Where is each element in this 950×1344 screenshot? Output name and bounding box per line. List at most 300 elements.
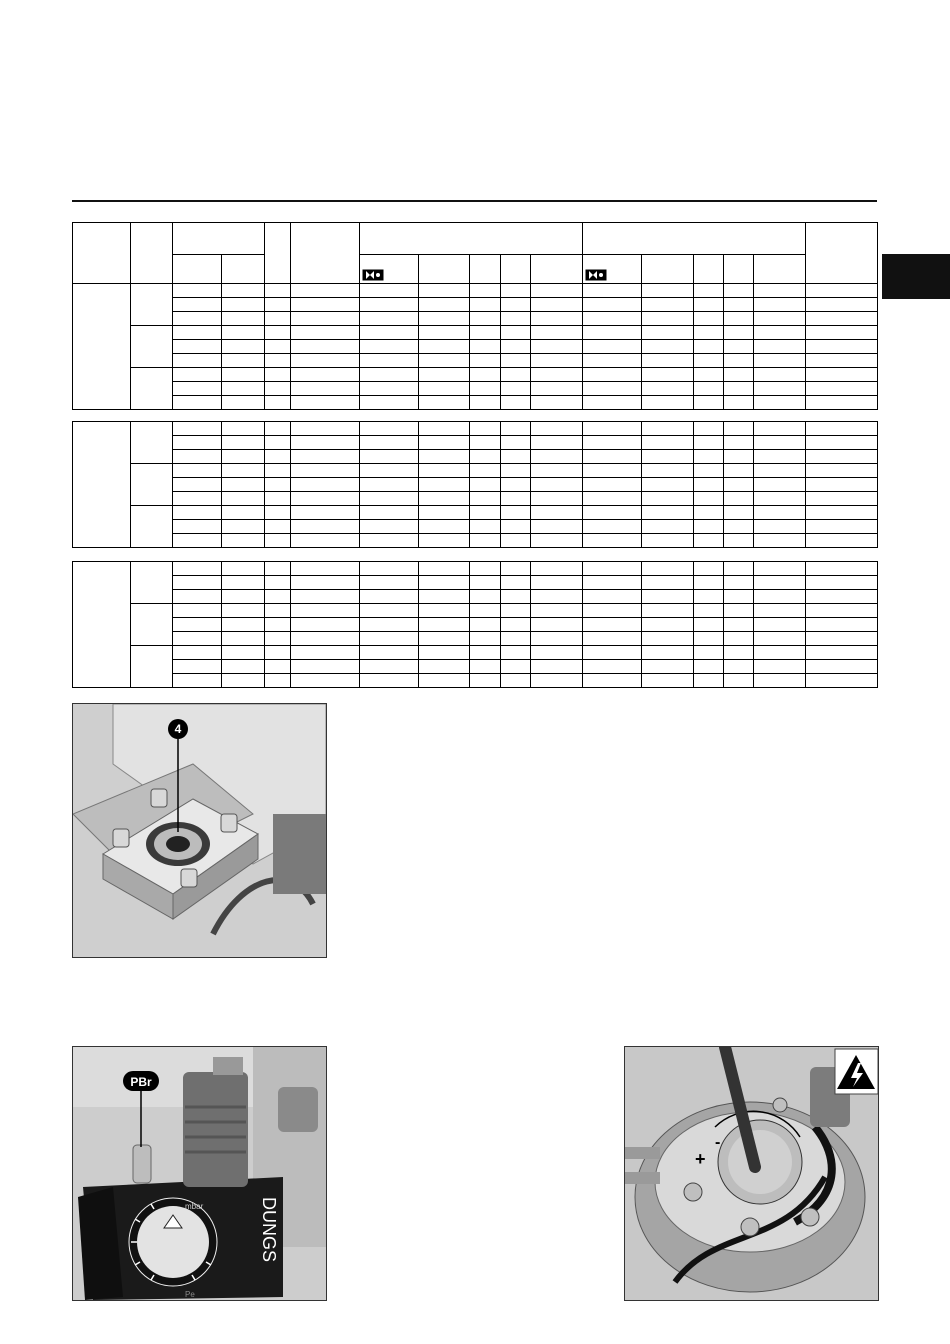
table-cell: [222, 298, 265, 312]
header-cell: [724, 254, 754, 283]
table-cell: [724, 422, 754, 436]
figure-valve-flange: [72, 703, 327, 958]
table-cell: [265, 382, 291, 396]
table-cell: [470, 618, 501, 632]
table-cell: [754, 368, 806, 382]
table-cell: [291, 590, 360, 604]
table-cell: [754, 312, 806, 326]
table-row: [73, 492, 878, 506]
table-cell: [265, 604, 291, 618]
table-cell: [291, 298, 360, 312]
table-cell: [642, 340, 694, 354]
table-cell: [360, 520, 419, 534]
table-row: [73, 284, 878, 298]
table-cell: [642, 464, 694, 478]
subgroup-cell: [131, 464, 173, 506]
table-cell: [470, 520, 501, 534]
table-cell: [360, 590, 419, 604]
table-row: [73, 478, 878, 492]
table-cell: [173, 660, 222, 674]
table-cell: [265, 632, 291, 646]
unit-label: mbar: [185, 1202, 204, 1211]
table-cell: [806, 660, 878, 674]
table-cell: [642, 368, 694, 382]
table-cell: [265, 618, 291, 632]
table-cell: [222, 312, 265, 326]
table-cell: [806, 422, 878, 436]
table-cell: [173, 326, 222, 340]
table-cell: [806, 646, 878, 660]
table-cell: [806, 534, 878, 548]
table-cell: [470, 590, 501, 604]
table-row: [73, 604, 878, 618]
table-cell: [470, 368, 501, 382]
table-cell: [724, 632, 754, 646]
table-cell: [173, 520, 222, 534]
table-row: [73, 646, 878, 660]
table-cell: [583, 492, 642, 506]
header-cell: [583, 223, 806, 255]
table-cell: [806, 632, 878, 646]
table-cell: [501, 298, 531, 312]
table-cell: [724, 478, 754, 492]
table-row: [73, 450, 878, 464]
valve-symbol-icon: [585, 269, 607, 281]
table-cell: [360, 298, 419, 312]
table-cell: [173, 284, 222, 298]
table-cell: [694, 534, 724, 548]
table-cell: [173, 422, 222, 436]
table-cell: [694, 604, 724, 618]
table-cell: [724, 436, 754, 450]
table-cell: [470, 604, 501, 618]
table-row: [73, 396, 878, 410]
table-cell: [724, 576, 754, 590]
table-cell: [583, 618, 642, 632]
table-cell: [583, 674, 642, 688]
table-cell: [531, 646, 583, 660]
table-cell: [754, 646, 806, 660]
settings-table-1: [72, 222, 878, 410]
table-cell: [501, 506, 531, 520]
table-cell: [694, 354, 724, 368]
table-cell: [694, 646, 724, 660]
table-cell: [173, 478, 222, 492]
table-cell: [806, 520, 878, 534]
table-cell: [531, 604, 583, 618]
table-cell: [806, 284, 878, 298]
table-cell: [501, 534, 531, 548]
table-cell: [583, 464, 642, 478]
table-cell: [173, 396, 222, 410]
table-cell: [501, 576, 531, 590]
table-cell: [360, 576, 419, 590]
table-cell: [694, 436, 724, 450]
table-cell: [694, 382, 724, 396]
table-cell: [583, 506, 642, 520]
subgroup-cell: [131, 646, 173, 688]
table-cell: [642, 534, 694, 548]
table-cell: [419, 520, 470, 534]
table-cell: [291, 604, 360, 618]
table-cell: [360, 632, 419, 646]
table-cell: [583, 396, 642, 410]
table-cell: [694, 576, 724, 590]
table-cell: [724, 604, 754, 618]
table-cell: [265, 298, 291, 312]
header-cell: [806, 223, 878, 284]
table-row: [73, 590, 878, 604]
table-cell: [531, 492, 583, 506]
table-cell: [501, 520, 531, 534]
group-cell: [73, 284, 131, 410]
table-cell: [694, 368, 724, 382]
table-cell: [291, 354, 360, 368]
table-cell: [501, 492, 531, 506]
table-cell: [642, 312, 694, 326]
table-cell: [265, 464, 291, 478]
subgroup-cell: [131, 326, 173, 368]
table-cell: [531, 284, 583, 298]
table-cell: [724, 618, 754, 632]
settings-table-2: [72, 421, 878, 548]
table-cell: [754, 298, 806, 312]
table-cell: [501, 562, 531, 576]
table-cell: [173, 506, 222, 520]
table-cell: [222, 520, 265, 534]
table-cell: [173, 534, 222, 548]
table-cell: [419, 646, 470, 660]
table-cell: [694, 478, 724, 492]
table-cell: [806, 396, 878, 410]
table-cell: [806, 604, 878, 618]
table-cell: [806, 450, 878, 464]
table-cell: [754, 576, 806, 590]
header-cell: [173, 223, 265, 255]
table-row: [73, 464, 878, 478]
table-cell: [291, 576, 360, 590]
table-cell: [360, 312, 419, 326]
table-cell: [265, 646, 291, 660]
table-row: [73, 436, 878, 450]
table-cell: [173, 368, 222, 382]
table-cell: [583, 450, 642, 464]
table-cell: [291, 632, 360, 646]
table-cell: [642, 492, 694, 506]
group-cell: [73, 562, 131, 688]
table-cell: [694, 520, 724, 534]
table-cell: [470, 312, 501, 326]
table-cell: [265, 396, 291, 410]
table-cell: [360, 436, 419, 450]
table-cell: [754, 464, 806, 478]
table-cell: [583, 590, 642, 604]
table-cell: [291, 646, 360, 660]
table-cell: [501, 382, 531, 396]
table-cell: [642, 590, 694, 604]
table-cell: [724, 368, 754, 382]
table-cell: [531, 396, 583, 410]
table-cell: [470, 464, 501, 478]
table-cell: [724, 646, 754, 660]
table-cell: [173, 436, 222, 450]
table-cell: [173, 646, 222, 660]
table-cell: [806, 492, 878, 506]
subgroup-cell: [131, 368, 173, 410]
table-cell: [806, 312, 878, 326]
table-cell: [222, 464, 265, 478]
table-cell: [583, 632, 642, 646]
table-cell: [222, 368, 265, 382]
table-row: [73, 520, 878, 534]
table-cell: [173, 298, 222, 312]
table-cell: [419, 422, 470, 436]
table-cell: [291, 534, 360, 548]
table-cell: [470, 576, 501, 590]
table-cell: [583, 604, 642, 618]
table-cell: [222, 382, 265, 396]
header-cell: [419, 254, 470, 283]
table-cell: [806, 590, 878, 604]
table-cell: [694, 464, 724, 478]
table-cell: [724, 396, 754, 410]
table-cell: [222, 674, 265, 688]
table-cell: [806, 382, 878, 396]
callout-4-label: 4: [174, 722, 182, 736]
section-tab-marker: [882, 254, 950, 299]
table-cell: [173, 590, 222, 604]
table-cell: [694, 450, 724, 464]
table-cell: [724, 534, 754, 548]
table-row: [73, 422, 878, 436]
table-cell: [806, 298, 878, 312]
table-cell: [583, 478, 642, 492]
header-cell: [470, 254, 501, 283]
settings-table-3: [72, 561, 878, 688]
table-cell: [360, 284, 419, 298]
table-cell: [470, 436, 501, 450]
table-cell: [694, 506, 724, 520]
table-cell: [419, 478, 470, 492]
table-cell: [642, 674, 694, 688]
table-cell: [642, 520, 694, 534]
table-cell: [470, 632, 501, 646]
table-cell: [642, 576, 694, 590]
table-cell: [470, 382, 501, 396]
table-cell: [501, 450, 531, 464]
table-cell: [222, 646, 265, 660]
header-cell: [360, 254, 419, 283]
group-cell: [73, 422, 131, 548]
table-cell: [291, 464, 360, 478]
table-cell: [694, 632, 724, 646]
table-cell: [754, 340, 806, 354]
subgroup-cell: [131, 422, 173, 464]
table-cell: [724, 298, 754, 312]
table-cell: [642, 422, 694, 436]
table-cell: [470, 284, 501, 298]
table-cell: [173, 674, 222, 688]
table-cell: [642, 396, 694, 410]
table-cell: [531, 354, 583, 368]
table-cell: [470, 326, 501, 340]
table-cell: [419, 436, 470, 450]
table-cell: [222, 534, 265, 548]
table-cell: [694, 562, 724, 576]
table-cell: [724, 492, 754, 506]
table-cell: [222, 422, 265, 436]
table-cell: [222, 354, 265, 368]
table-cell: [724, 590, 754, 604]
table-cell: [419, 590, 470, 604]
table-cell: [642, 284, 694, 298]
table-cell: [694, 298, 724, 312]
table-cell: [265, 326, 291, 340]
subgroup-cell: [131, 284, 173, 326]
table-cell: [470, 422, 501, 436]
table-cell: [173, 382, 222, 396]
table-cell: [222, 492, 265, 506]
table-cell: [419, 450, 470, 464]
table-cell: [583, 534, 642, 548]
table-cell: [501, 646, 531, 660]
table-cell: [694, 590, 724, 604]
table-cell: [291, 382, 360, 396]
header-cell: [291, 223, 360, 284]
table-cell: [806, 436, 878, 450]
table-cell: [754, 436, 806, 450]
table-cell: [265, 506, 291, 520]
table-cell: [419, 632, 470, 646]
table-cell: [291, 436, 360, 450]
table-cell: [724, 354, 754, 368]
table-cell: [360, 562, 419, 576]
table-cell: [222, 340, 265, 354]
header-cell: [73, 223, 131, 284]
subgroup-cell: [131, 562, 173, 604]
table-cell: [360, 646, 419, 660]
table-cell: [531, 436, 583, 450]
table-cell: [754, 534, 806, 548]
table-cell: [291, 368, 360, 382]
table-cell: [694, 340, 724, 354]
table-cell: [724, 326, 754, 340]
table-cell: [265, 590, 291, 604]
header-cell: [265, 223, 291, 284]
table-cell: [173, 576, 222, 590]
table-cell: [531, 674, 583, 688]
table-cell: [531, 562, 583, 576]
table-cell: [642, 436, 694, 450]
electric-warning-icon: [835, 1049, 878, 1094]
table-cell: [583, 284, 642, 298]
scale-label: Pe: [185, 1290, 195, 1299]
table-cell: [694, 422, 724, 436]
table-cell: [642, 450, 694, 464]
table-cell: [291, 520, 360, 534]
table-cell: [501, 368, 531, 382]
table-cell: [724, 464, 754, 478]
table-cell: [694, 326, 724, 340]
table-cell: [694, 674, 724, 688]
table-cell: [531, 298, 583, 312]
table-cell: [173, 312, 222, 326]
table-cell: [265, 340, 291, 354]
table-cell: [501, 312, 531, 326]
table-cell: [583, 312, 642, 326]
table-cell: [222, 450, 265, 464]
table-cell: [501, 604, 531, 618]
table-cell: [754, 492, 806, 506]
table-cell: [583, 298, 642, 312]
table-cell: [531, 422, 583, 436]
table-cell: [694, 284, 724, 298]
table-cell: [470, 396, 501, 410]
table-cell: [806, 464, 878, 478]
table-cell: [583, 340, 642, 354]
table-row: [73, 326, 878, 340]
table-cell: [265, 312, 291, 326]
table-cell: [265, 660, 291, 674]
table-cell: [806, 354, 878, 368]
table-cell: [360, 660, 419, 674]
table-cell: [724, 382, 754, 396]
table-cell: [501, 354, 531, 368]
table-cell: [501, 660, 531, 674]
table-cell: [470, 674, 501, 688]
table-cell: [806, 562, 878, 576]
table-cell: [754, 382, 806, 396]
table-cell: [173, 450, 222, 464]
table-cell: [531, 590, 583, 604]
table-cell: [173, 492, 222, 506]
table-cell: [265, 284, 291, 298]
table-cell: [291, 618, 360, 632]
table-row: [73, 632, 878, 646]
table-cell: [806, 674, 878, 688]
table-row: [73, 674, 878, 688]
table-cell: [265, 354, 291, 368]
table-cell: [724, 340, 754, 354]
table-cell: [360, 464, 419, 478]
table-cell: [754, 326, 806, 340]
table-cell: [754, 354, 806, 368]
table-cell: [642, 382, 694, 396]
table-cell: [754, 520, 806, 534]
table-cell: [360, 618, 419, 632]
table-cell: [531, 478, 583, 492]
table-cell: [291, 312, 360, 326]
header-cell: [531, 254, 583, 283]
table-cell: [694, 492, 724, 506]
table-cell: [642, 632, 694, 646]
table-cell: [583, 576, 642, 590]
table-cell: [360, 396, 419, 410]
table-cell: [265, 562, 291, 576]
table-row: [73, 576, 878, 590]
table-cell: [291, 492, 360, 506]
table-cell: [724, 562, 754, 576]
table-cell: [531, 660, 583, 674]
table-cell: [754, 674, 806, 688]
subgroup-cell: [131, 506, 173, 548]
brand-label: DUNGS: [259, 1197, 279, 1263]
table-cell: [360, 534, 419, 548]
table-cell: [291, 506, 360, 520]
table-cell: [360, 354, 419, 368]
table-cell: [583, 520, 642, 534]
table-cell: [419, 576, 470, 590]
